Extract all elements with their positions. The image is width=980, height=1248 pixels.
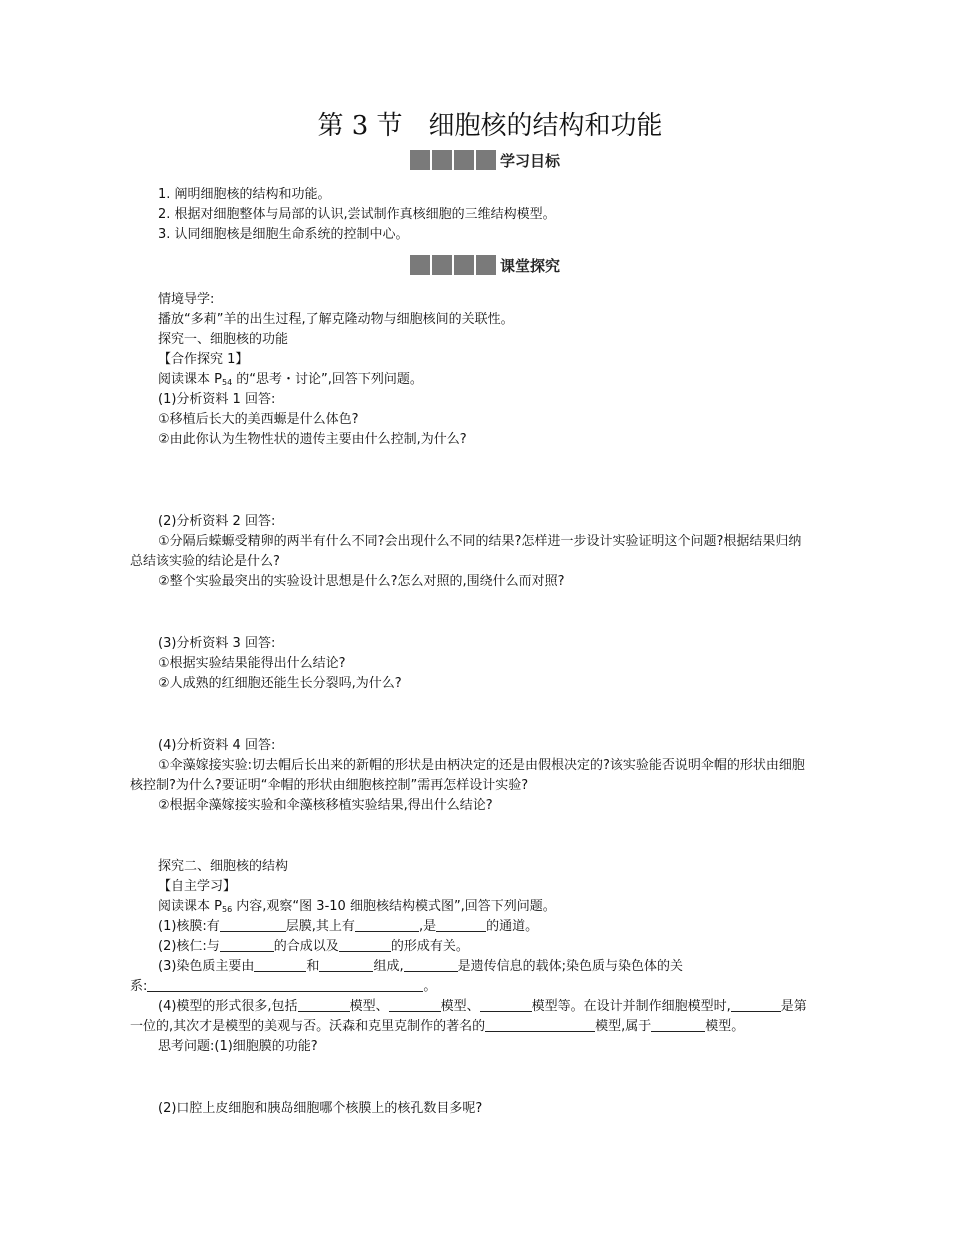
answer-blank[interactable] (355, 917, 419, 932)
answer-blank[interactable] (404, 957, 458, 972)
think-question-2: (2)口腔上皮细胞和胰岛细胞哪个核膜上的核孔数目多呢? (158, 1101, 483, 1116)
answer-blank[interactable] (298, 997, 350, 1012)
section-banner-explore (410, 252, 560, 278)
banner-block (454, 150, 474, 170)
answer-blank[interactable] (389, 997, 441, 1012)
answer-blank[interactable] (731, 997, 781, 1012)
banner-block (476, 255, 496, 275)
material4-q1: ①伞藻嫁接实验:切去帽后长出来的新帽的形状是由柄决定的还是由假根决定的?该实验能否说明伞帽的形状由细胞 (158, 758, 805, 773)
material2-q1: ①分隔后蝾螈受精卵的两半有什么不同?会出现什么不同的结果?怎样进一步设计实验证明这个问题?根据结果归纳 (158, 534, 802, 549)
answer-blank[interactable] (220, 917, 286, 932)
banner-block (410, 255, 430, 275)
intro-label: 情境导学: (158, 292, 215, 307)
think-question-1: 思考问题:(1)细胞膜的功能? (158, 1039, 318, 1054)
explore2-heading: 探究二、细胞核的结构 (158, 859, 289, 874)
answer-blank[interactable] (485, 1017, 595, 1032)
banner-label: 学习目标 (500, 151, 561, 170)
material3-q1: ①根据实验结果能得出什么结论? (158, 656, 346, 671)
banner-label: 课堂探究 (500, 256, 561, 275)
goal-item: 2. 根据对细胞整体与局部的认识,尝试制作真核细胞的三维结构模型。 (158, 207, 556, 222)
question-model: (4)模型的形式很多,包括 模型、 模型、 模型等。在设计并制作细胞模型时, 是第 (158, 999, 807, 1014)
question-chromatin-cont: 系: 。 (130, 979, 437, 994)
banner-block (432, 255, 452, 275)
answer-blank[interactable] (254, 957, 306, 972)
question-nuclear-envelope: (1)核膜:有 层膜,其上有 ,是 的通道。 (158, 919, 539, 934)
material1-title: (1)分析资料 1 回答: (158, 392, 276, 407)
answer-blank[interactable] (319, 957, 373, 972)
question-nucleolus: (2)核仁:与 的合成以及 的形成有关。 (158, 939, 469, 954)
material2-q2: ②整个实验最突出的实验设计思想是什么?怎么对照的,围绕什么而对照? (158, 574, 565, 589)
section-banner-goals (410, 147, 560, 173)
explore1-heading: 探究一、细胞核的功能 (158, 332, 289, 347)
material4-q1-cont: 核控制?为什么?要证明“伞帽的形状由细胞核控制”需再怎样设计实验? (130, 778, 529, 793)
material1-q1: ①移植后长大的美西螈是什么体色? (158, 412, 359, 427)
banner-block (454, 255, 474, 275)
answer-blank[interactable] (436, 917, 486, 932)
explore1-read: 阅读课本 $P_{54}$ 的“思考・讨论”,回答下列问题。 (158, 372, 423, 387)
banner-block (476, 150, 496, 170)
explore2-sub: 【自主学习】 (158, 879, 237, 894)
banner-block (432, 150, 452, 170)
answer-blank[interactable] (651, 1017, 705, 1032)
material4-title: (4)分析资料 4 回答: (158, 738, 276, 753)
intro-text: 播放“多莉”羊的出生过程,了解克隆动物与细胞核间的关联性。 (158, 312, 514, 327)
material1-q2: ②由此你认为生物性状的遗传主要由什么控制,为什么? (158, 432, 467, 447)
banner-block (410, 150, 430, 170)
material3-q2: ②人成熟的红细胞还能生长分裂吗,为什么? (158, 676, 402, 691)
question-model-cont: 一位的,其次才是模型的美观与否。沃森和克里克制作的著名的 模型,属于 模型。 (130, 1019, 745, 1034)
answer-blank[interactable] (147, 977, 423, 992)
explore2-read: 阅读课本 $P_{56}$ 内容,观察“图 3-10 细胞核结构模式图”,回答下列问题。 (158, 899, 556, 914)
material2-q1-cont: 总结该实验的结论是什么? (130, 554, 280, 569)
material4-q2: ②根据伞藻嫁接实验和伞藻核移植实验结果,得出什么结论? (158, 798, 493, 813)
goal-item: 3. 认同细胞核是细胞生命系统的控制中心。 (158, 227, 409, 242)
question-chromatin: (3)染色质主要由 和 组成, 是遗传信息的载体;染色质与染色体的关 (158, 959, 683, 974)
material3-title: (3)分析资料 3 回答: (158, 636, 276, 651)
material2-title: (2)分析资料 2 回答: (158, 514, 276, 529)
page-title: 第 3 节 细胞核的结构和功能 (317, 111, 663, 141)
answer-blank[interactable] (480, 997, 532, 1012)
explore1-sub: 【合作探究 1】 (158, 352, 249, 367)
goal-item: 1. 阐明细胞核的结构和功能。 (158, 187, 331, 202)
answer-blank[interactable] (339, 937, 391, 952)
answer-blank[interactable] (220, 937, 274, 952)
